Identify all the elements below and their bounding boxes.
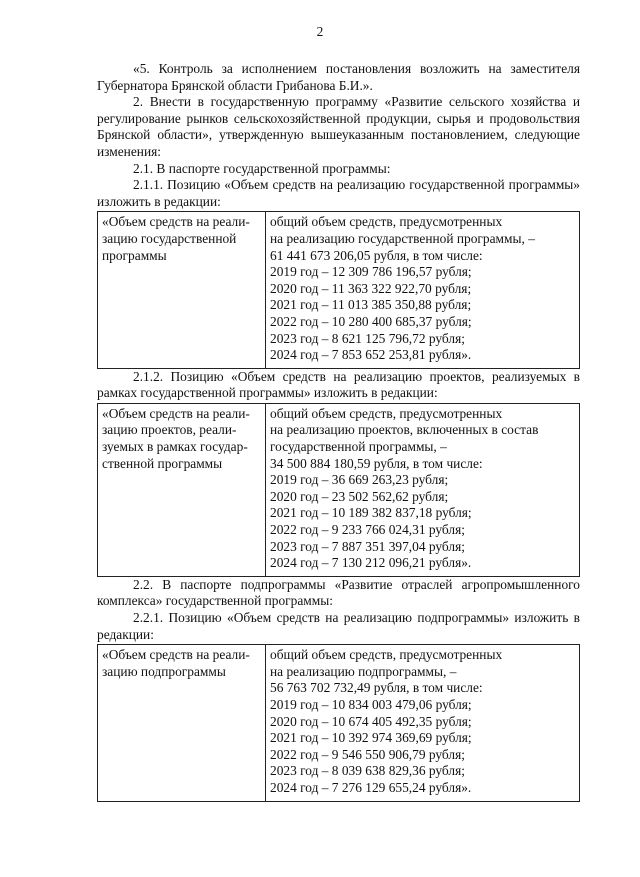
cell-line: 2020 год – 11 363 322 922,70 рубля; <box>270 280 472 296</box>
cell-line: 2019 год – 12 309 786 196,57 рубля; <box>270 264 472 280</box>
cell-line: 2020 год – 23 502 562,62 рубля; <box>270 488 449 504</box>
cell-line: 2020 год – 10 674 405 492,35 рубля; <box>270 713 472 729</box>
cell-line: «Объем средств на реали- <box>102 405 250 421</box>
cell-line: 2021 год – 10 189 382 837,18 рубля; <box>270 505 472 521</box>
cell-line: государственной программы, – <box>270 439 447 455</box>
cell-line: 2021 год – 10 392 974 369,69 рубля; <box>270 730 472 746</box>
cell-line: 2022 год – 10 280 400 685,37 рубля; <box>270 313 472 329</box>
cell-line: общий объем средств, предусмотренных <box>270 405 503 421</box>
paragraph-2-2: 2.2. В паспорте подпрограммы «Развитие отраслей агропромышленного комплекса» государственной программы: <box>97 576 580 609</box>
table-projects-funding <box>97 403 580 577</box>
cell-line: зацию проектов, реали- <box>102 422 237 438</box>
position-name-cell <box>98 645 266 801</box>
cell-line: 2019 год – 36 669 263,23 рубля; <box>270 472 449 488</box>
page-number: 2 <box>316 24 324 39</box>
cell-line: 2024 год – 7 276 129 655,24 рубля». <box>270 779 472 795</box>
paragraph-2-1: 2.1. В паспорте государственной программы: <box>133 160 391 176</box>
cell-line: 2024 год – 7 853 652 253,81 рубля». <box>270 347 472 363</box>
cell-line: программы <box>102 247 167 263</box>
cell-line: «Объем средств на реали- <box>102 647 250 663</box>
cell-line: 2022 год – 9 233 766 024,31 рубля; <box>270 522 465 538</box>
position-name-cell <box>98 403 266 576</box>
cell-line: на реализацию проектов, включенных в состав <box>270 422 539 438</box>
cell-line: на реализацию подпрограммы, – <box>270 663 457 679</box>
position-value-cell <box>266 403 580 576</box>
table-row <box>98 403 580 576</box>
position-name-cell <box>98 212 266 368</box>
table-row <box>98 212 580 368</box>
cell-line: ственной программы <box>102 455 223 471</box>
table-subprogram-funding <box>97 644 580 801</box>
cell-line: 56 763 702 732,49 рубля, в том числе: <box>270 680 483 696</box>
cell-line: 61 441 673 206,05 рубля, в том числе: <box>270 247 483 263</box>
cell-line: зуемых в рамках государ- <box>102 439 248 455</box>
cell-line: общий объем средств, предусмотренных <box>270 647 503 663</box>
cell-line: зацию подпрограммы <box>102 663 226 679</box>
cell-line: 34 500 884 180,59 рубля, в том числе: <box>270 455 483 471</box>
table-program-funding <box>97 211 580 368</box>
paragraph-2-2-1: 2.2.1. Позицию «Объем средств на реализацию подпрограммы» изложить в редакции: <box>97 610 580 642</box>
table-row <box>98 645 580 801</box>
paragraph-2-1-1: 2.1.1. Позицию «Объем средств на реализацию государственной программы» изложить в редакции: <box>97 177 580 209</box>
cell-line: 2021 год – 11 013 385 350,88 рубля; <box>270 297 472 313</box>
paragraph-2-1-2: 2.1.2. Позицию «Объем средств на реализацию проектов, реализуемых в рамках государственной программы» изложить в редакции: <box>97 368 580 401</box>
paragraph-item-5: «5. Контроль за исполнением постановления возложить на заместителя Губернатора Брянской области Грибанова Б.И.». <box>97 61 580 93</box>
cell-line: 2023 год – 7 887 351 397,04 рубля; <box>270 538 465 554</box>
cell-line: 2023 год – 8 039 638 829,36 рубля; <box>270 763 465 779</box>
cell-line: 2022 год – 9 546 550 906,79 рубля; <box>270 746 465 762</box>
document-body <box>97 61 580 802</box>
position-value-cell <box>266 212 580 368</box>
cell-line: 2024 год – 7 130 212 096,21 рубля». <box>270 555 472 571</box>
cell-line: зацию государственной <box>102 230 237 246</box>
cell-line: 2019 год – 10 834 003 479,06 рубля; <box>270 696 472 712</box>
cell-line: на реализацию государственной программы, – <box>270 230 535 246</box>
cell-line: «Объем средств на реали- <box>102 214 250 230</box>
position-value-cell <box>266 645 580 801</box>
cell-line: 2023 год – 8 621 125 796,72 рубля; <box>270 330 465 346</box>
cell-line: общий объем средств, предусмотренных <box>270 214 503 230</box>
paragraph-item-2: 2. Внести в государственную программу «Развитие сельского хозяйства и регулирование рынков сельскохозяйственной продукции, сырья и продовольствия Брянской области», утвержденную вышеуказанным постановлением, следующие изменения: <box>97 94 580 159</box>
